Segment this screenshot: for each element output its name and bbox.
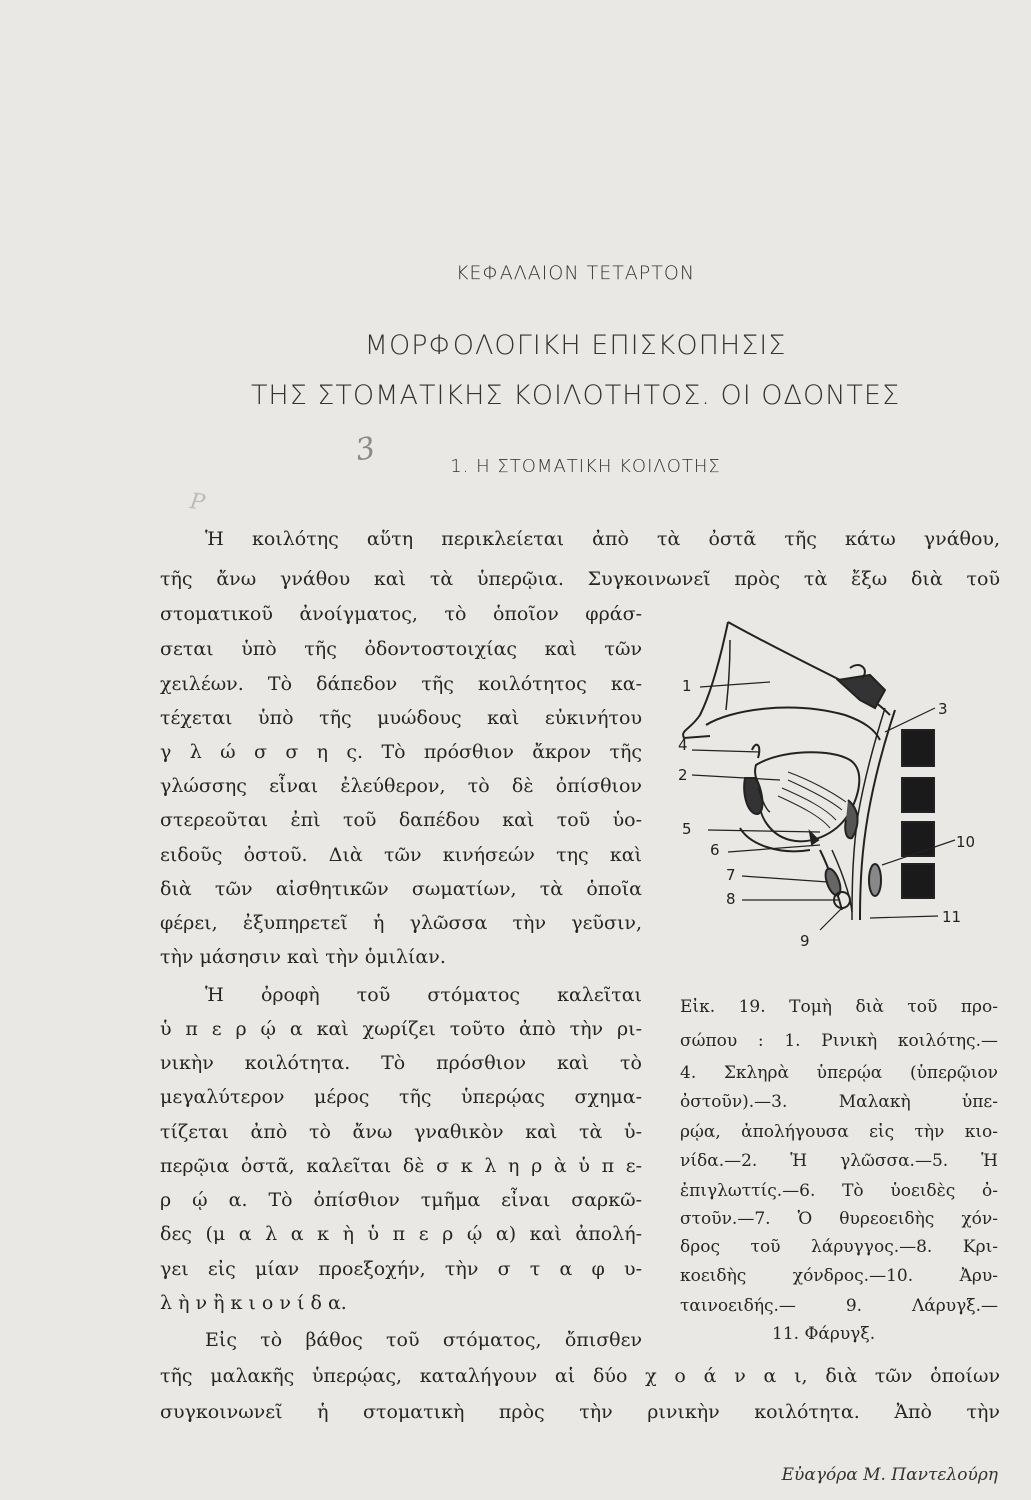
body-line: συγκοινωνεῖ ἡ στοματικὴ πρὸς τὴν ρινικὴν κοιλότητα. Ἀπὸ τὴν [160,1401,1000,1423]
body-line: γ λ ώ σ σ η ς. Τὸ πρόσθιον ἄκρον τῆς [160,741,642,763]
body-line: τίζεται ἀπὸ τὸ ἄνω γναθικὸν καὶ τὰ ὑ- [160,1121,642,1143]
caption-line: ἐπιγλωττίς.—6. Τὸ ὑοειδὲς ὀ- [680,1181,998,1201]
figure-label: 5 [682,820,692,838]
title-line-1: ΜΟΡΦΟΛΟΓΙΚΗ ΕΠΙΣΚΟΠΗΣΙΣ [364,330,787,361]
body-line: ὑ π ε ρ ῴ α καὶ χωρίζει τοῦτο ἀπὸ τὴν ρι- [160,1018,642,1040]
body-line: ειδοῦς ὀστοῦ. Διὰ τῶν κινήσεών της καὶ [160,844,642,866]
anatomy-figure [670,600,1000,960]
caption-line: ὀστοῦν).—3. Μαλακὴ ὑπε- [680,1092,998,1112]
caption-line: σώπου : 1. Ρινικὴ κοιλότης.— [680,1031,998,1051]
body-line: Ἡ ὀροφὴ τοῦ στόματος καλεῖται [205,984,642,1006]
body-line: ρ ῴ α. Τὸ ὀπίσθιον τμῆμα εἶναι σαρκῶ- [160,1189,642,1211]
section-heading: 1. Η ΣΤΟΜΑΤΙΚΗ ΚΟΙΛΟΤΗΣ [450,456,721,477]
figure-label: 2 [678,766,688,784]
caption-line: κοειδὴς χόνδρος.—10. Ἀρυ- [680,1266,998,1286]
body-line: Εἰς τὸ βάθος τοῦ στόματος, ὄπισθεν [205,1329,642,1351]
caption-line: Εἰκ. 19. Τομὴ διὰ τοῦ προ- [680,997,998,1017]
tongue [755,752,859,841]
body-line: στερεοῦται ἐπὶ τοῦ δαπέδου καὶ τοῦ ὑο- [160,809,642,831]
caption-line: 11. Φάρυγξ. [772,1324,876,1344]
pencil-annotation: 3 [353,430,378,469]
hyoid [810,832,818,844]
chapter-heading: ΚΕΦΑΛΑΙΟΝ ΤΕΤΑΡΤΟΝ [455,262,696,284]
body-line: στοματικοῦ ἀνοίγματος, τὸ ὁποῖον φράσ- [160,603,642,625]
figure-label: 9 [800,932,810,950]
lower-lip [744,778,762,814]
arytenoid [869,864,881,896]
title-line-2: ΤΗΣ ΣΤΟΜΑΤΙΚΗΣ ΚΟΙΛΟΤΗΤΟΣ. ΟΙ ΟΔΟΝΤΕΣ [250,380,901,411]
figure-label: 1 [682,677,692,695]
caption-line: νίδα.—2. Ἡ γλῶσσα.—5. Ἡ [680,1151,998,1171]
caption-line: δρος τοῦ λάρυγγος.—8. Κρι- [680,1237,998,1257]
body-line: τῆς μαλακῆς ὑπερῴας, καταλήγουν αἱ δύο χ ο ά ν α ι, διὰ τῶν ὁποίων [160,1365,1000,1387]
figure-label: 3 [938,700,948,718]
body-line: γλώσσης εἶναι ἐλεύθερον, τὸ δὲ ὀπίσθιον [160,775,642,797]
body-line: τῆς ἄνω γνάθου καὶ τὰ ὑπερῷια. Συγκοινωνεῖ πρὸς τὰ ἔξω διὰ τοῦ [160,568,1000,590]
vertebra [902,864,934,898]
page-signature: Εὐαγόρα Μ. Παντελούρη [781,1465,998,1485]
figure-label: 7 [726,866,736,884]
body-line: διὰ τῶν αἰσθητικῶν σωματίων, τὰ ὁποῖα [160,878,642,900]
body-line: περῷια ὀστᾶ, καλεῖται δὲ σ κ λ η ρ ὰ ὑ π ε- [160,1155,642,1177]
body-line: Ἡ κοιλότης αὕτη περικλείεται ἀπὸ τὰ ὀστᾶ τῆς κάτω γνάθου, [205,528,1000,550]
figure-label: 11 [942,908,962,926]
caption-line: ρῴα, ἀπολήγουσα εἰς τὴν κιο- [680,1122,998,1142]
vertebra [902,730,934,766]
body-line: τὴν μάσησιν καὶ τὴν ὁμιλίαν. [160,946,446,968]
body-line: νικὴν κοιλότητα. Τὸ πρόσθιον καὶ τὸ [160,1052,642,1074]
figure-label: 6 [710,841,720,859]
figure-label: 10 [956,833,976,851]
vertebra [902,778,934,812]
pencil-mark: P [188,489,207,516]
body-line: φέρει, ἐξυπηρετεῖ ἡ γλῶσσα τὴν γεῦσιν, [160,912,642,934]
body-line: τέχεται ὑπὸ τῆς μυώδους καὶ εὐκινήτου [160,707,642,729]
figure-label: 8 [726,890,736,908]
vertebra [902,822,934,856]
caption-line: στοῦν.—7. Ὁ θυρεοειδὴς χόν- [680,1209,998,1229]
caption-line: 4. Σκληρὰ ὑπερῴα (ὑπερῷιον [680,1063,998,1083]
body-line: μεγαλύτερον μέρος τῆς ὑπερῴας σχημα- [160,1086,642,1108]
hard-palate [706,708,880,740]
caption-line: ταινοειδής.— 9. Λάρυγξ.— [680,1296,998,1316]
body-line: χειλέων. Τὸ δάπεδον τῆς κοιλότητος κα- [160,673,642,695]
figure-label: 4 [678,736,688,754]
body-line: σεται ὑπὸ τῆς ὀδοντοστοιχίας καὶ τῶν [160,638,642,660]
body-line: λ ὴ ν ἢ κ ι ο ν ί δ α. [160,1292,347,1314]
epiglottis [845,800,857,838]
sinus-shape [838,675,885,708]
body-line: δες (μ α λ α κ ὴ ὑ π ε ρ ῴ α) καὶ ἀπολή- [160,1223,642,1245]
body-line: γει εἰς μίαν προεξοχήν, τὴν σ τ α φ υ- [160,1258,642,1280]
